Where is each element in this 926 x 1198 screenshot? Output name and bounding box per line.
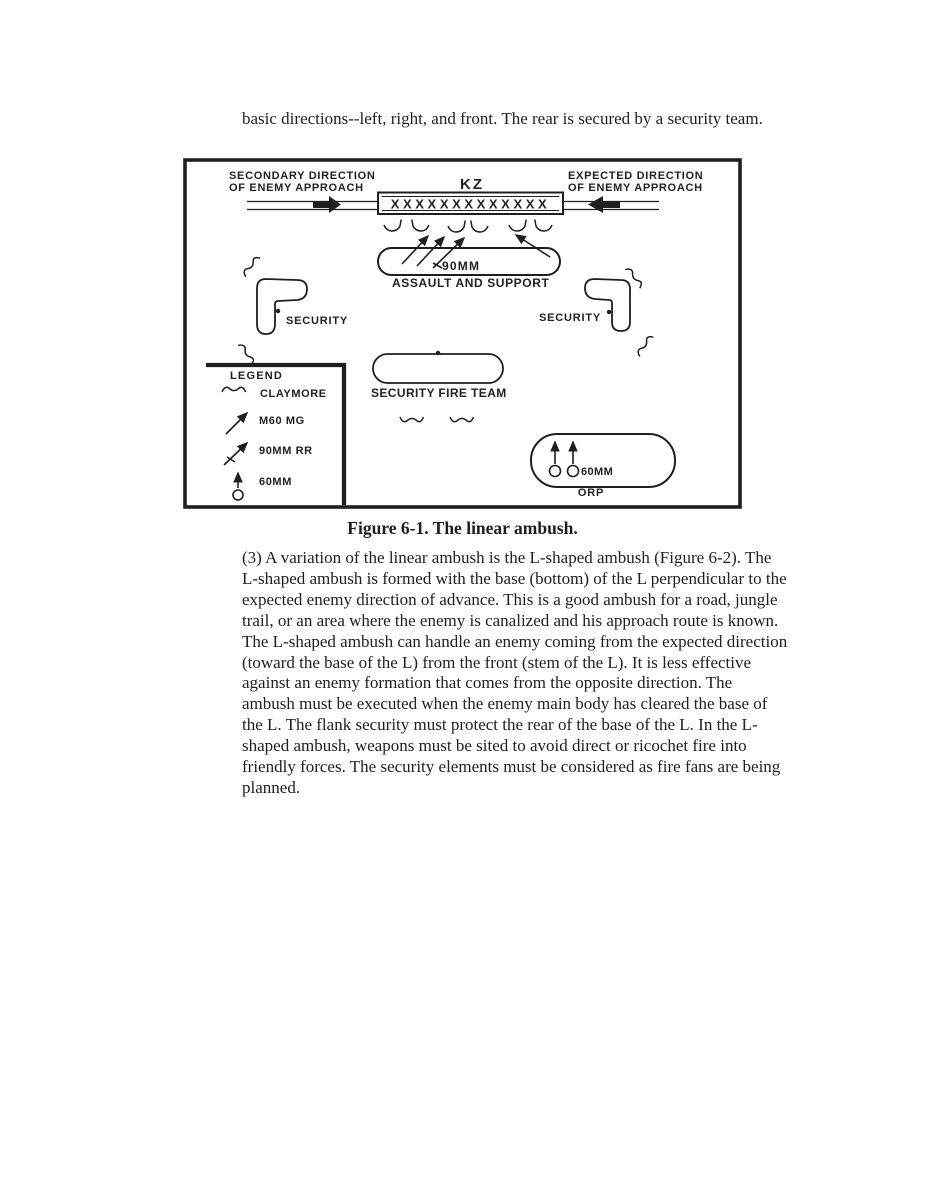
svg-text:EXPECTED DIRECTION: EXPECTED DIRECTION bbox=[568, 170, 704, 182]
claymore-icon bbox=[450, 417, 474, 422]
kill-zone bbox=[378, 193, 563, 215]
assault-support-label: ASSAULT AND SUPPORT bbox=[392, 276, 550, 290]
security-fire-team bbox=[371, 351, 507, 422]
claymore-icon bbox=[222, 387, 246, 392]
figure-6-1-diagram bbox=[183, 158, 742, 509]
svg-text:OF ENEMY APPROACH: OF ENEMY APPROACH bbox=[568, 182, 703, 194]
svg-text:SECONDARY DIRECTION: SECONDARY DIRECTION bbox=[229, 170, 376, 182]
legend-box bbox=[206, 363, 346, 505]
svg-text:M60 MG: M60 MG bbox=[259, 415, 305, 427]
claymore-icon bbox=[636, 335, 653, 357]
svg-text:CLAYMORE: CLAYMORE bbox=[260, 388, 327, 400]
svg-text:OF ENEMY APPROACH: OF ENEMY APPROACH bbox=[229, 182, 364, 194]
intro-paragraph: basic directions--left, right, and front. The rear is secured by a security team. bbox=[242, 109, 763, 128]
claymore-icon bbox=[625, 267, 643, 288]
m60-mg-arrow-icon bbox=[402, 236, 428, 264]
svg-text:SECURITY: SECURITY bbox=[539, 312, 602, 324]
svg-text:60MM: 60MM bbox=[581, 466, 614, 478]
legend-title: LEGEND bbox=[230, 370, 284, 382]
mortar-60mm-icon bbox=[568, 442, 579, 477]
kz-label: KZ bbox=[460, 176, 484, 193]
secondary-direction-label bbox=[229, 170, 376, 194]
mortar-60mm-icon bbox=[233, 473, 243, 500]
enemy-approach-arrow-left-icon bbox=[588, 196, 620, 213]
svg-text:60MM: 60MM bbox=[259, 476, 292, 488]
orp-element bbox=[531, 434, 675, 499]
claymore-row-icons bbox=[384, 220, 552, 233]
m60-mg-arrow-icon bbox=[226, 413, 247, 434]
svg-text:90MM RR: 90MM RR bbox=[259, 445, 313, 457]
mortar-60mm-icon bbox=[550, 442, 561, 477]
claymore-icon bbox=[238, 343, 255, 365]
svg-text:SECURITY FIRE TEAM: SECURITY FIRE TEAM bbox=[371, 386, 507, 400]
paragraph-3: (3) A variation of the linear ambush is the L-shaped ambush (Figure 6-2). The L-shaped ambush is formed with the base (bottom) of the L perpendicular to the expected enemy direction of advance. This is a good ambush for a road, jungle trail, or an area where the enemy is canalized and his approach route is known. The L-shaped ambush can handle an enemy coming from the expected direction (toward the base of the L) from the front (stem of the L). It is less effective against an enemy formation that comes from the opposite direction. The ambush must be executed when the enemy main body has cleared the base of the L. The flank security must protect the rear of the base of the L. In the L-shaped ambush, weapons must be sited to avoid direct or ricochet fire into friendly forces. The security elements must be considered as fire fans are being planned. bbox=[242, 548, 788, 797]
orp-label: ORP bbox=[577, 487, 605, 499]
rr-90mm-arrow-icon bbox=[224, 443, 247, 465]
svg-text:SECURITY: SECURITY bbox=[286, 315, 349, 327]
claymore-icon bbox=[400, 417, 424, 422]
linear-ambush-diagram bbox=[183, 158, 742, 509]
m60-mg-arrow-icon bbox=[516, 235, 550, 257]
figure-caption: Figure 6-1. The linear ambush. bbox=[347, 518, 578, 538]
kill-zone-x-marks: XXXXXXXXXXXXX bbox=[390, 196, 551, 212]
security-team-right bbox=[539, 267, 653, 357]
claymore-icon bbox=[242, 255, 260, 276]
enemy-approach-arrow-right-icon bbox=[313, 196, 341, 213]
security-team-left bbox=[238, 255, 348, 364]
expected-direction-label bbox=[568, 170, 703, 194]
svg-text:90MM: 90MM bbox=[442, 259, 481, 273]
assault-support-element bbox=[378, 235, 560, 290]
